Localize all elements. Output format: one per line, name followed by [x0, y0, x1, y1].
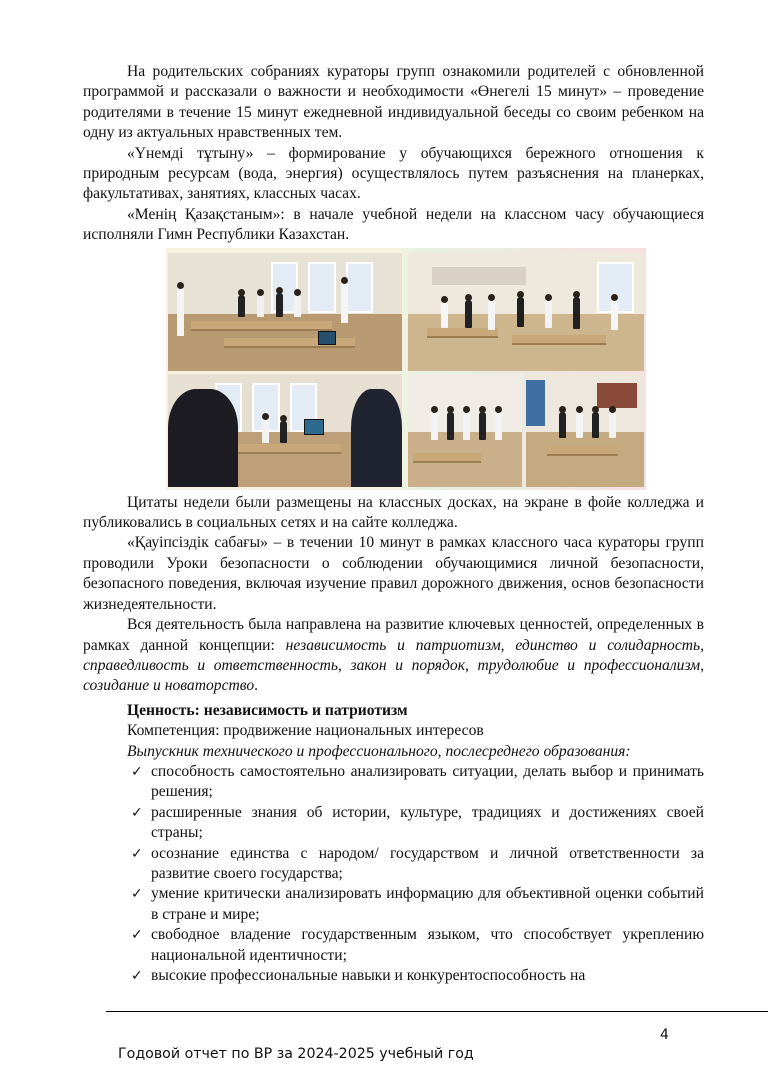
document-body [83, 62, 704, 986]
page-number: 4 [660, 1027, 669, 1043]
footer-title: Годовой отчет по ВР за 2024-2025 учебный год [118, 1046, 474, 1062]
paragraph-safety-lessons: «Қауіпсіздік сабағы» – в течении 10 минут в рамках классного часа кураторы групп проводили Уроки безопасности о соблюдении обучающимися личной безопасности, безопасного поведения, включая изучение правил дорожного движения, основ безопасности жизнедеятельности. [83, 534, 704, 613]
photo-classroom-back [408, 374, 522, 487]
check-mark-icon: ✓ [131, 886, 143, 903]
key-values-end: . [254, 677, 259, 695]
list-item: ✓ высокие профессиональные навыки и конкурентоспособность на [151, 966, 704, 986]
paragraph-key-values [83, 615, 704, 697]
competence-list [83, 762, 704, 986]
photo-computer-class [168, 253, 402, 371]
graduate-line [83, 742, 704, 762]
check-mark-icon: ✓ [131, 968, 143, 984]
photo-classroom-front [526, 374, 644, 487]
list-item: ✓ расширенные знания об истории, культуре, традициях и достижениях своей страны; [131, 803, 704, 842]
photo-collage [166, 248, 646, 490]
graduate-text: Выпускник технического и профессионального, послесреднего образования: [127, 742, 631, 760]
check-mark-icon: ✓ [131, 763, 143, 780]
list-item: ✓ осознание единства с народом/ государством и личной ответственности за развитие своего государства; [131, 844, 704, 882]
list-item: ✓ умение критически анализировать информацию для объективной оценки событий в стране и мире; [131, 885, 704, 923]
check-mark-icon: ✓ [131, 845, 143, 862]
check-mark-icon: ✓ [131, 927, 143, 944]
check-mark-icon: ✓ [131, 804, 143, 821]
photo-classroom-anthem [408, 253, 644, 371]
footer-rule [106, 1011, 768, 1012]
value-heading: Ценность: независимость и патриотизм [127, 701, 408, 719]
paragraph-resource-saving: «Үнемді тұтыну» – формирование у обучающихся бережного отношения к природным ресурсам (вода, энергия) осуществлялось путем разъяснения на планерках, факультативах, занятиях, классных часах. [83, 144, 704, 203]
key-values-lead: Вся деятельность была направлена на развитие ключевых ценностей, определенных в рамках данной концепции: [83, 616, 704, 654]
photo-computer-lab [168, 374, 402, 487]
list-item: ✓ способность самостоятельно анализировать ситуации, делать выбор и принимать решения; [131, 762, 704, 801]
key-values-list: независимость и патриотизм, единство и солидарность, справедливость и ответственность, закон и порядок, трудолюбие и профессионализм, созидание и новаторство [83, 636, 704, 695]
paragraph-parent-meetings: На родительских собраниях кураторы групп ознакомили родителей с обновленной программой и рассказали о важности и необходимости «Өнегелі 15 минут» – проведение родителями в течение 15 минут ежедневной индивидуальной беседы со своим ребенком на одну из актуальных нравственных тем. [83, 63, 704, 142]
paragraph-quotes: Цитаты недели были размещены на классных досках, на экране в фойе колледжа и публиковались в социальных сетях и на сайте колледжа. [83, 493, 704, 532]
competence-line: Компетенция: продвижение национальных интересов [127, 722, 484, 740]
paragraph-anthem: «Менің Қазақстаным»: в начале учебной недели на классном часу обучающиеся исполняли Гимн Республики Казахстан. [83, 205, 704, 244]
list-item: ✓ свободное владение государственным языком, что способствует укреплению национальной идентичности; [131, 926, 704, 964]
